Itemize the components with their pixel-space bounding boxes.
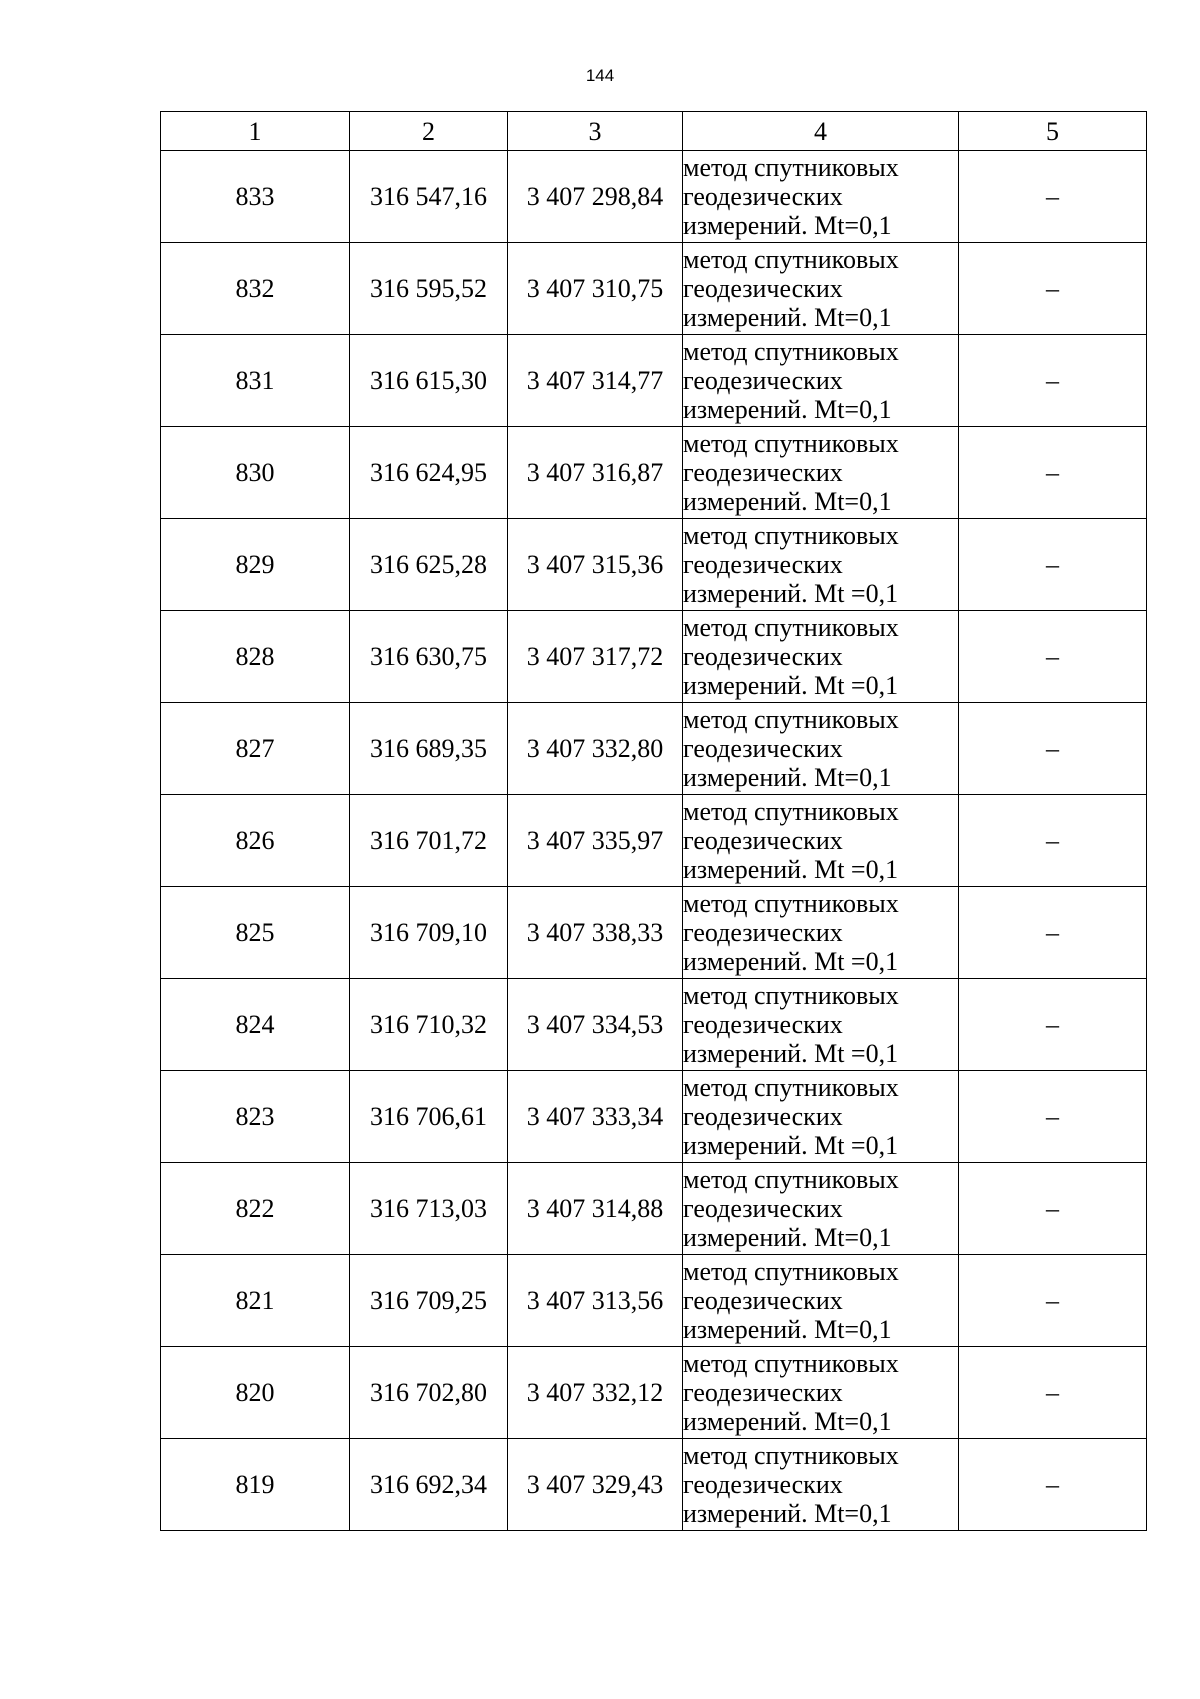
method-description-cell xyxy=(683,1439,959,1531)
point-number-cell: 821 xyxy=(161,1255,350,1347)
method-line: геодезических xyxy=(683,642,843,671)
point-number-cell: 828 xyxy=(161,611,350,703)
method-line: измерений. Mt=0,1 xyxy=(683,487,892,516)
y-coordinate-cell: 3 407 315,36 xyxy=(508,519,683,611)
method-description-cell xyxy=(683,611,959,703)
method-line: метод спутниковых xyxy=(683,1165,899,1194)
column-header-4: 4 xyxy=(683,112,959,151)
method-line: метод спутниковых xyxy=(683,429,899,458)
point-number-cell: 827 xyxy=(161,703,350,795)
method-line: измерений. Mt=0,1 xyxy=(683,303,892,332)
table-row xyxy=(161,1439,1147,1531)
method-line: геодезических xyxy=(683,274,843,303)
method-line: метод спутниковых xyxy=(683,1349,899,1378)
method-line: геодезических xyxy=(683,1378,843,1407)
point-number-cell: 830 xyxy=(161,427,350,519)
x-coordinate-cell: 316 689,35 xyxy=(350,703,508,795)
x-coordinate-cell: 316 702,80 xyxy=(350,1347,508,1439)
coordinates-table xyxy=(160,111,1147,1531)
table-row xyxy=(161,795,1147,887)
x-coordinate-cell: 316 595,52 xyxy=(350,243,508,335)
method-line: измерений. Mt =0,1 xyxy=(683,855,899,884)
method-line: метод спутниковых xyxy=(683,521,899,550)
page-number: 144 xyxy=(585,66,615,85)
method-line: геодезических xyxy=(683,826,843,855)
method-line: метод спутниковых xyxy=(683,797,899,826)
method-line: геодезических xyxy=(683,1102,843,1131)
point-number-cell: 833 xyxy=(161,151,350,243)
y-coordinate-cell: 3 407 332,80 xyxy=(508,703,683,795)
note-cell: – xyxy=(959,519,1147,611)
method-line: метод спутниковых xyxy=(683,889,899,918)
point-number-cell: 829 xyxy=(161,519,350,611)
note-cell: – xyxy=(959,1255,1147,1347)
point-number-cell: 831 xyxy=(161,335,350,427)
x-coordinate-cell: 316 692,34 xyxy=(350,1439,508,1531)
note-cell: – xyxy=(959,1163,1147,1255)
method-line: измерений. Mt=0,1 xyxy=(683,1499,892,1528)
method-description-cell xyxy=(683,151,959,243)
method-line: геодезических xyxy=(683,1194,843,1223)
table-row xyxy=(161,611,1147,703)
method-line: метод спутниковых xyxy=(683,981,899,1010)
header-row xyxy=(161,112,1147,151)
table-row xyxy=(161,243,1147,335)
y-coordinate-cell: 3 407 333,34 xyxy=(508,1071,683,1163)
y-coordinate-cell: 3 407 332,12 xyxy=(508,1347,683,1439)
y-coordinate-cell: 3 407 329,43 xyxy=(508,1439,683,1531)
method-line: измерений. Mt =0,1 xyxy=(683,579,899,608)
x-coordinate-cell: 316 547,16 xyxy=(350,151,508,243)
method-description-cell xyxy=(683,1071,959,1163)
y-coordinate-cell: 3 407 335,97 xyxy=(508,795,683,887)
y-coordinate-cell: 3 407 313,56 xyxy=(508,1255,683,1347)
point-number-cell: 826 xyxy=(161,795,350,887)
method-line: геодезических xyxy=(683,1470,843,1499)
note-cell: – xyxy=(959,979,1147,1071)
column-header-1: 1 xyxy=(161,112,350,151)
note-cell: – xyxy=(959,795,1147,887)
note-cell: – xyxy=(959,243,1147,335)
point-number-cell: 832 xyxy=(161,243,350,335)
method-line: измерений. Mt=0,1 xyxy=(683,1407,892,1436)
method-line: метод спутниковых xyxy=(683,613,899,642)
method-line: геодезических xyxy=(683,550,843,579)
table-body xyxy=(161,151,1147,1531)
point-number-cell: 824 xyxy=(161,979,350,1071)
method-description-cell xyxy=(683,243,959,335)
method-description-cell xyxy=(683,703,959,795)
table-row xyxy=(161,1347,1147,1439)
method-line: геодезических xyxy=(683,182,843,211)
y-coordinate-cell: 3 407 314,88 xyxy=(508,1163,683,1255)
y-coordinate-cell: 3 407 338,33 xyxy=(508,887,683,979)
method-line: измерений. Mt=0,1 xyxy=(683,395,892,424)
column-header-2: 2 xyxy=(350,112,508,151)
table-row xyxy=(161,335,1147,427)
x-coordinate-cell: 316 630,75 xyxy=(350,611,508,703)
method-description-cell xyxy=(683,519,959,611)
note-cell: – xyxy=(959,703,1147,795)
table-row xyxy=(161,519,1147,611)
y-coordinate-cell: 3 407 317,72 xyxy=(508,611,683,703)
method-description-cell xyxy=(683,427,959,519)
method-line: измерений. Mt=0,1 xyxy=(683,763,892,792)
y-coordinate-cell: 3 407 298,84 xyxy=(508,151,683,243)
table-row xyxy=(161,1071,1147,1163)
method-line: геодезических xyxy=(683,918,843,947)
note-cell: – xyxy=(959,335,1147,427)
method-line: метод спутниковых xyxy=(683,1257,899,1286)
method-line: измерений. Mt=0,1 xyxy=(683,1315,892,1344)
method-line: геодезических xyxy=(683,734,843,763)
method-description-cell xyxy=(683,1255,959,1347)
table-row xyxy=(161,1163,1147,1255)
method-line: измерений. Mt =0,1 xyxy=(683,671,899,700)
x-coordinate-cell: 316 615,30 xyxy=(350,335,508,427)
column-header-3: 3 xyxy=(508,112,683,151)
method-description-cell xyxy=(683,1347,959,1439)
x-coordinate-cell: 316 713,03 xyxy=(350,1163,508,1255)
method-description-cell xyxy=(683,1163,959,1255)
x-coordinate-cell: 316 710,32 xyxy=(350,979,508,1071)
method-line: геодезических xyxy=(683,458,843,487)
x-coordinate-cell: 316 709,25 xyxy=(350,1255,508,1347)
x-coordinate-cell: 316 624,95 xyxy=(350,427,508,519)
point-number-cell: 822 xyxy=(161,1163,350,1255)
method-description-cell xyxy=(683,887,959,979)
method-line: метод спутниковых xyxy=(683,1073,899,1102)
point-number-cell: 819 xyxy=(161,1439,350,1531)
method-line: метод спутниковых xyxy=(683,705,899,734)
y-coordinate-cell: 3 407 334,53 xyxy=(508,979,683,1071)
note-cell: – xyxy=(959,1439,1147,1531)
x-coordinate-cell: 316 625,28 xyxy=(350,519,508,611)
method-description-cell xyxy=(683,795,959,887)
x-coordinate-cell: 316 706,61 xyxy=(350,1071,508,1163)
method-line: метод спутниковых xyxy=(683,153,899,182)
point-number-cell: 823 xyxy=(161,1071,350,1163)
x-coordinate-cell: 316 701,72 xyxy=(350,795,508,887)
method-line: измерений. Mt =0,1 xyxy=(683,1131,899,1160)
method-line: метод спутниковых xyxy=(683,245,899,274)
method-line: геодезических xyxy=(683,366,843,395)
table-row xyxy=(161,887,1147,979)
method-description-cell xyxy=(683,979,959,1071)
method-description-cell xyxy=(683,335,959,427)
note-cell: – xyxy=(959,151,1147,243)
method-line: измерений. Mt =0,1 xyxy=(683,1039,899,1068)
note-cell: – xyxy=(959,1071,1147,1163)
table-header xyxy=(161,112,1147,151)
method-line: геодезических xyxy=(683,1010,843,1039)
x-coordinate-cell: 316 709,10 xyxy=(350,887,508,979)
table-row xyxy=(161,151,1147,243)
method-line: измерений. Mt=0,1 xyxy=(683,211,892,240)
y-coordinate-cell: 3 407 316,87 xyxy=(508,427,683,519)
method-line: измерений. Mt =0,1 xyxy=(683,947,899,976)
table-row xyxy=(161,427,1147,519)
table-row xyxy=(161,1255,1147,1347)
method-line: геодезических xyxy=(683,1286,843,1315)
point-number-cell: 825 xyxy=(161,887,350,979)
method-line: метод спутниковых xyxy=(683,1441,899,1470)
note-cell: – xyxy=(959,427,1147,519)
point-number-cell: 820 xyxy=(161,1347,350,1439)
note-cell: – xyxy=(959,1347,1147,1439)
y-coordinate-cell: 3 407 310,75 xyxy=(508,243,683,335)
column-header-5: 5 xyxy=(959,112,1147,151)
method-line: метод спутниковых xyxy=(683,337,899,366)
table-row xyxy=(161,703,1147,795)
method-line: измерений. Mt=0,1 xyxy=(683,1223,892,1252)
note-cell: – xyxy=(959,887,1147,979)
y-coordinate-cell: 3 407 314,77 xyxy=(508,335,683,427)
note-cell: – xyxy=(959,611,1147,703)
table-row xyxy=(161,979,1147,1071)
